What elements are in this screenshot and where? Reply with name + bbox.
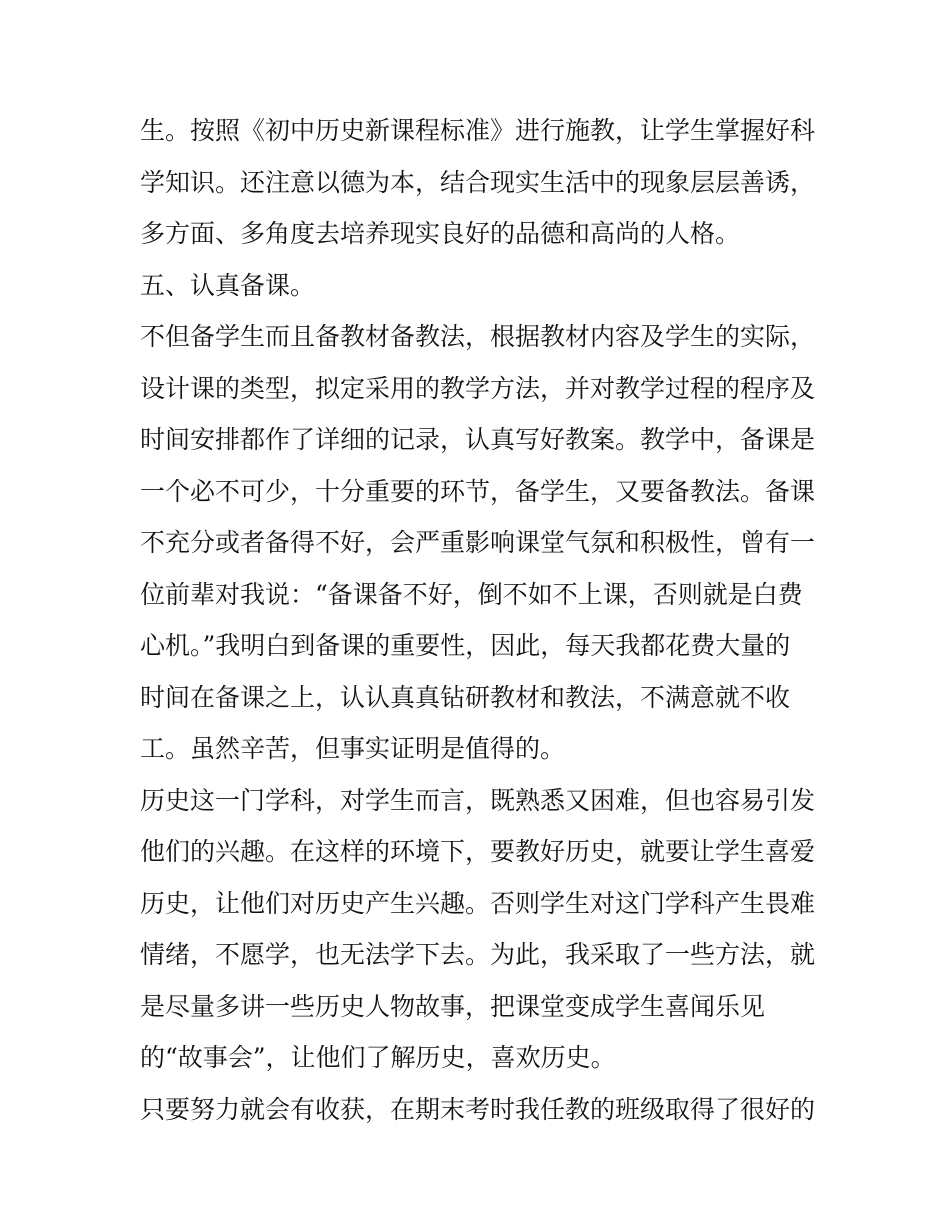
text-line: 设计课的类型，拟定采用的教学方法，并对教学过程的程序及 [140,373,816,403]
text-line: 是尽量多讲一些历史人物故事，把课堂变成学生喜闻乐见 [140,991,766,1021]
text-line: 不但备学生而且备教材备教法，根据教材内容及学生的实际， [140,322,816,351]
text-line: 只要努力就会有收获，在期末考时我任教的班级取得了很好的 [140,1094,816,1124]
text-line: 不充分或者备得不好，会严重影响课堂气氛和积极性，曾有一 [140,528,816,557]
text-line: 的“故事会”，让他们了解历史，喜欢历史。 [140,1043,616,1072]
text-line: 情绪，不愿学，也无法学下去。为此，我采取了一些方法，就 [140,940,816,969]
text-line: 时间安排都作了详细的记录，认真写好教案。教学中，备课是 [140,425,816,454]
text-line: 历史，让他们对历史产生兴趣。否则学生对这门学科产生畏难 [140,888,816,918]
text-line: 多方面、多角度去培养现实良好的品德和高尚的人格。 [140,219,741,248]
text-line: 位前辈对我说：“备课备不好，倒不如不上课，否则就是白费 [140,579,803,609]
text-line: 历史这一门学科，对学生而言，既熟悉又困难，但也容易引发 [140,785,816,815]
text-line: 心机。”我明白到备课的重要性，因此，每天我都花费大量的 [140,631,791,660]
text-line: 他们的兴趣。在这样的环境下，要教好历史，就要让学生喜爱 [140,837,816,866]
text-line: 学知识。还注意以德为本，结合现实生活中的现象层层善诱， [140,167,816,197]
text-line: 一个必不可少，十分重要的环节，备学生，又要备教法。备课 [140,476,816,506]
body-text [140,105,820,1135]
text-line: 生。按照《初中历史新课程标准》进行施教，让学生掌握好科 [140,116,816,145]
text-line: 工。虽然辛苦，但事实证明是值得的。 [140,734,566,763]
section-heading: 五、认真备课。 [140,270,316,300]
text-line: 时间在备课之上，认认真真钻研教材和教法，不满意就不收 [140,682,791,712]
